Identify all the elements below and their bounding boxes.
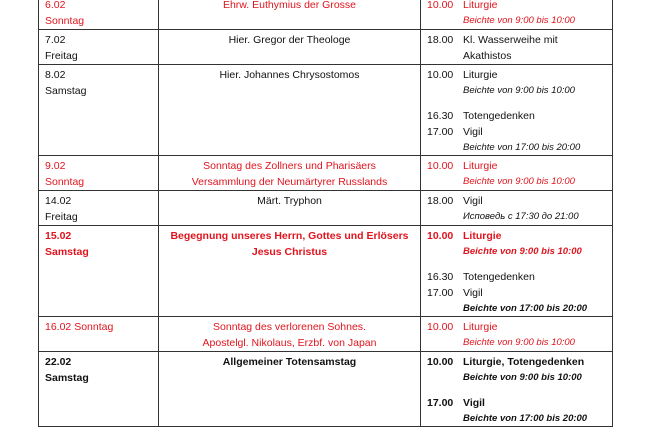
services-cell [421,30,613,65]
feast-cell [159,65,421,156]
service-name: Liturgie [463,160,498,172]
weekday: Samstag [45,372,89,384]
weekday: Freitag [45,50,78,62]
feast-name: Jesus Christus [251,246,328,258]
service-time: 17.00 [427,126,454,138]
date: 14.02 [45,195,72,207]
service-name: Totengedenken [463,110,535,122]
service-name: Liturgie [463,0,498,11]
confession-note: Beichte von 9:00 bis 10:00 [463,246,582,257]
service-time: 10.00 [427,160,454,172]
feast-name: Märt. Tryphon [257,195,322,207]
date: 9.02 [45,160,66,172]
confession-note: Beichte von 9:00 bis 10:00 [463,85,575,96]
feast-cell [159,226,421,317]
services-cell [421,65,613,156]
feast-cell [159,0,421,30]
date-cell [39,0,159,30]
feast-name: Sonntag des verlorenen Sohnes. [213,321,366,333]
service-name: Liturgie, Totengedenken [463,356,585,368]
service-time: 10.00 [427,356,454,368]
service-name: Liturgie [463,69,498,81]
date: 8.02 [45,69,66,81]
feast-cell [159,191,421,226]
service-line [427,48,612,64]
schedule-row [39,30,613,65]
service-name: Vigil [463,195,483,207]
feast-name: Begegnung unseres Herrn, Gottes und Erlösers [170,230,409,242]
service-name: Liturgie [463,230,502,242]
schedule-row [39,0,613,30]
schedule-row [39,317,613,352]
service-line [427,228,612,244]
feast-name: Hier. Johannes Chrysostomos [219,69,360,81]
services-cell [421,191,613,226]
weekday: Samstag [45,85,87,97]
service-line [427,124,612,140]
spacer [427,259,612,269]
service-line [427,193,612,209]
feast-name: Allgemeiner Totensamstag [222,356,357,368]
service-name: Vigil [463,397,485,409]
schedule-row [39,156,613,191]
service-name: Vigil [463,287,483,299]
date-cell [39,317,159,352]
feast-cell [159,30,421,65]
confession-note: Beichte von 17:00 bis 20:00 [463,413,588,424]
date: 15.02 [45,230,72,242]
feast-name: Sonntag des Zollners und Pharisäers [203,160,376,172]
extra-services [427,269,612,316]
feast-cell [159,156,421,191]
date: 6.02 [45,0,66,11]
date-cell [39,191,159,226]
spacer [427,385,612,395]
service-name: Akathistos [463,50,512,62]
feast-name: Apostelgl. Nikolaus, Erzbf. von Japan [202,337,377,349]
date: 22.02 [45,356,72,368]
schedule-row [39,226,613,317]
service-line [427,269,612,285]
weekday: Samstag [45,246,89,258]
services-cell [421,226,613,317]
service-time: 17.00 [427,397,454,409]
service-time: 10.00 [427,0,454,11]
service-time: 10.00 [427,230,454,242]
service-time: 16.30 [427,110,454,122]
service-line [427,108,612,124]
schedule-table [38,0,613,427]
service-line [427,67,612,83]
services-cell [421,352,613,427]
confession-note: Beichte von 9:00 bis 10:00 [463,15,575,26]
confession-note: Исповедь с 17:30 до 21:00 [463,211,579,222]
service-name: Kl. Wasserweihe mit [463,34,558,46]
service-line [427,354,612,370]
service-time: 10.00 [427,321,454,333]
feast-name: Versammlung der Neumärtyrer Russlands [191,176,388,188]
service-time: 18.00 [427,195,454,207]
service-time: 18.00 [427,34,454,46]
confession-note: Beichte von 9:00 bis 10:00 [463,176,575,187]
service-line [427,158,612,174]
service-time: 16.30 [427,271,454,283]
date-cell [39,352,159,427]
services-cell [421,0,613,30]
confession-note: Beichte von 9:00 bis 10:00 [463,337,575,348]
schedule-row [39,352,613,427]
date: 16.02 Sonntag [45,321,114,333]
schedule-row [39,65,613,156]
schedule-row [39,191,613,226]
date-cell [39,226,159,317]
services-cell [421,317,613,352]
service-time: 17.00 [427,287,454,299]
weekday: Sonntag [45,15,85,27]
service-time: 10.00 [427,69,454,81]
feast-name: Ehrw. Euthymius der Grosse [222,0,357,11]
schedule-sheet [38,0,612,427]
weekday: Freitag [45,211,78,223]
service-name: Vigil [463,126,483,138]
service-name: Totengedenken [463,271,535,283]
service-line [427,0,612,13]
confession-note: Beichte von 17:00 bis 20:00 [463,142,581,153]
service-name: Liturgie [463,321,498,333]
service-line [427,319,612,335]
feast-name: Hier. Gregor der Theologe [228,34,351,46]
confession-note: Beichte von 9:00 bis 10:00 [463,372,582,383]
date-cell [39,30,159,65]
service-line [427,285,612,301]
date-cell [39,65,159,156]
service-line [427,32,612,48]
spacer [427,98,612,108]
confession-note: Beichte von 17:00 bis 20:00 [463,303,588,314]
date-cell [39,156,159,191]
weekday: Sonntag [45,176,85,188]
service-line [427,395,612,411]
date: 7.02 [45,34,66,46]
services-cell [421,156,613,191]
schedule-body [39,0,613,427]
feast-cell [159,317,421,352]
feast-cell [159,352,421,427]
